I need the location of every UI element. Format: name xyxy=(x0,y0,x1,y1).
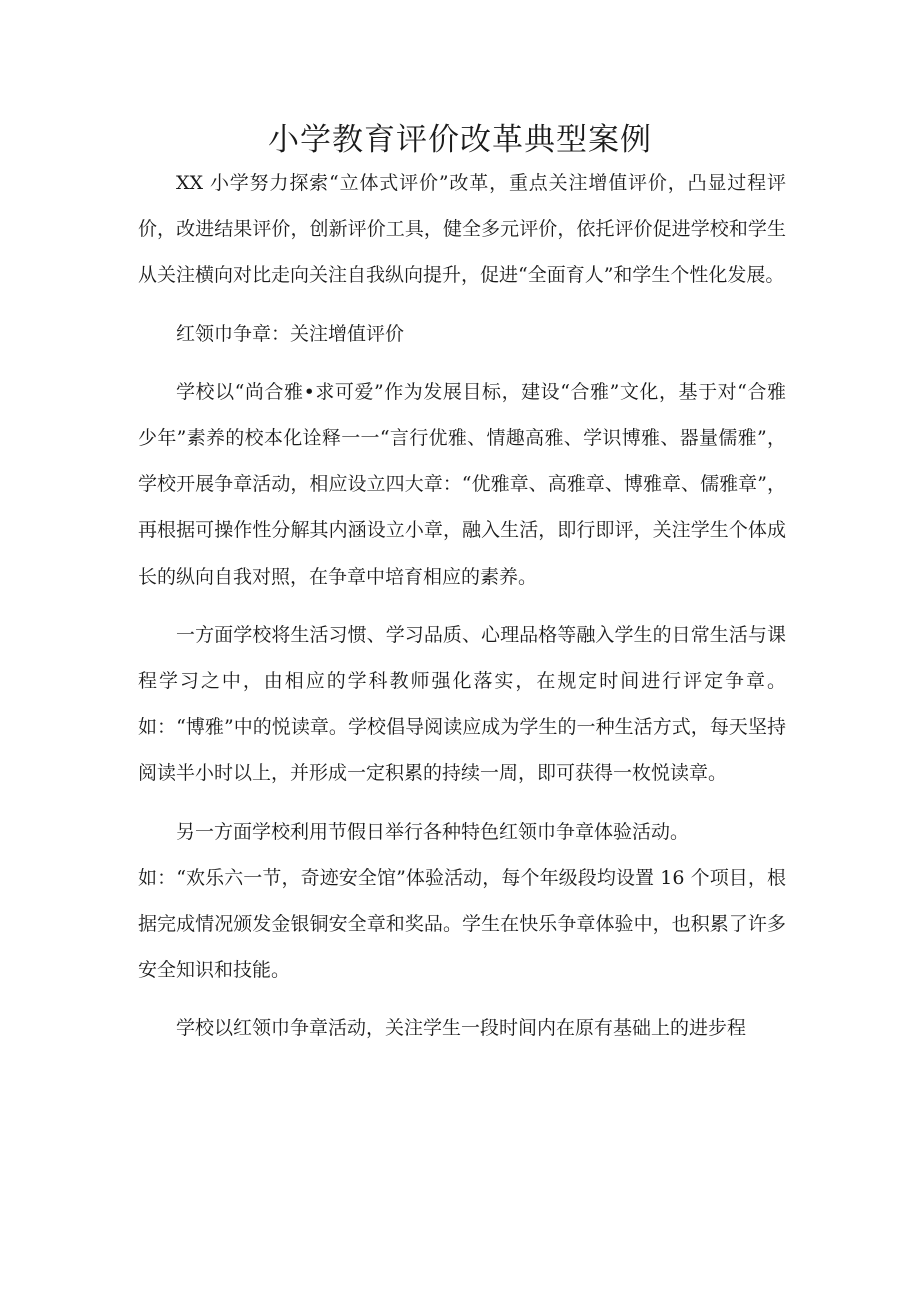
paragraph-daily-badges: 一方面学校将生活习惯、学习品质、心理品格等融入学生的日常生活与课程学习之中，由相应的学科教师强化落实，在规定时间进行评定争章。如：“博雅”中的悦读章。学校倡导阅读应成为学生的一种生活方式，每天坚持阅读半小时以上，并形成一定积累的持续一周，即可获得一枚悦读章。 xyxy=(138,623,786,785)
document-title: 小学教育评价改革典型案例 xyxy=(268,122,652,158)
paragraph-safety-example: 如：“欢乐六一节，奇迹安全馆”体验活动，每个年级段均设置 16 个项目，根据完成情况颁发金银铜安全章和奖品。学生在快乐争章体验中，也积累了许多安全知识和技能。 xyxy=(138,866,786,982)
document-body xyxy=(138,160,786,1052)
paragraph-goals: 学校以“尚合雅•求可爱”作为发展目标，建设“合雅”文化，基于对“合雅少年”素养的校本化诠释一一“言行优雅、情趣高雅、学识博雅、器量儒雅”，学校开展争章活动，相应设立四大章：“优雅章、高雅章、博雅章、儒雅章”，再根据可操作性分解其内涵设立小章，融入生活，即行即评，关注学生个体成长的纵向自我对照，在争章中培育相应的素养。 xyxy=(138,380,786,588)
paragraph-progress: 学校以红领巾争章活动，关注学生一段时间内在原有基础上的进步程 xyxy=(176,1017,747,1040)
paragraph-holiday-activities: 另一方面学校利用节假日举行各种特色红领巾争章体验活动。 xyxy=(176,820,690,843)
paragraph-intro: XX 小学努力探索“立体式评价”改革，重点关注增值评价，凸显过程评价，改进结果评价，创新评价工具，健全多元评价，依托评价促进学校和学生从关注横向对比走向关注自我纵向提升，促进“全面育人”和学生个性化发展。 xyxy=(138,172,786,287)
section-heading: 红领巾争章：关注增值评价 xyxy=(176,322,405,345)
